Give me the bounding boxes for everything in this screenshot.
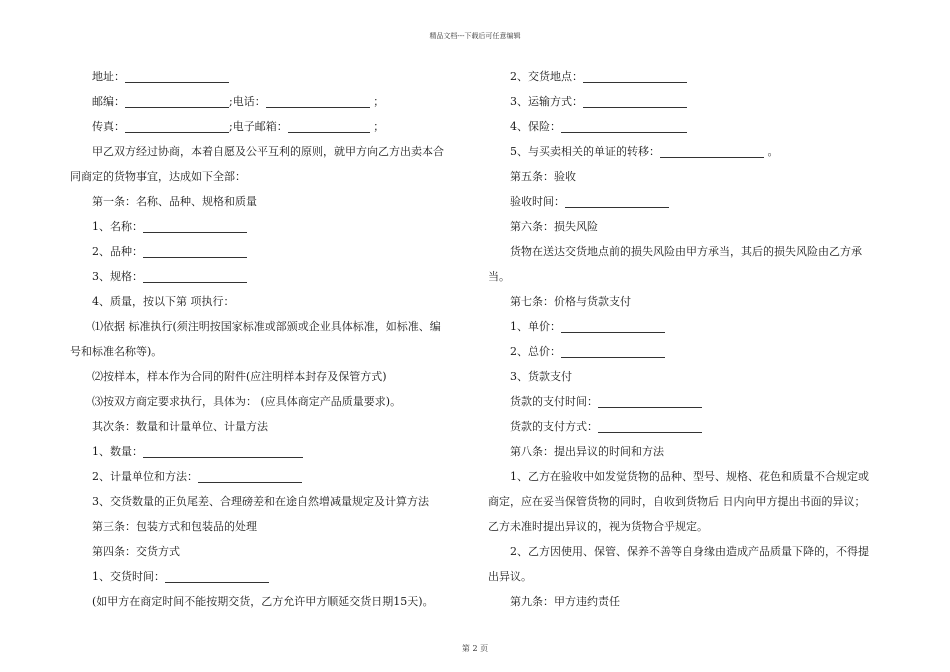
fill-in-blank [143,269,247,283]
line-text: 2、总价： [510,345,561,358]
text-line [92,464,472,489]
text-line [510,139,895,164]
line-text: 4、保险： [510,120,561,133]
right-column [488,64,895,614]
text-line [70,164,472,189]
text-line [92,589,472,614]
line-text: 4、质量，按以下第 项执行： [92,295,235,308]
line-text: 第六条：损失风险 [510,220,598,233]
text-line [92,289,472,314]
text-line [488,489,895,514]
line-text: ⑴依据 标准执行(须注明按国家标准或部颁或企业具体标准，如标准、编 [92,320,441,333]
fill-in-blank [125,119,229,133]
text-line [510,439,895,464]
text-line [510,289,895,314]
text-line [510,414,895,439]
line-text: ;电话： [229,95,266,108]
text-line [510,339,895,364]
line-text: 3、交货数量的正负尾差、合理磅差和在途自然增减量规定及计算方法 [92,495,429,508]
text-line [92,239,472,264]
fill-in-blank [198,469,302,483]
text-line [510,589,895,614]
text-line [488,564,895,589]
text-line [92,539,472,564]
line-text: 2、乙方因使用、保管、保养不善等自身缘由造成产品质量下降的，不得提 [510,545,869,558]
line-text: 传真： [92,120,125,133]
text-line [488,264,895,289]
text-line [510,364,895,389]
line-text: 3、货款支付 [510,370,572,383]
text-line [92,414,472,439]
text-line [92,564,472,589]
fill-in-blank [660,144,764,158]
left-column [70,64,472,614]
line-text: 第五条：验收 [510,170,576,183]
text-line [92,89,472,114]
fill-in-blank [583,94,687,108]
text-line [488,514,895,539]
page-footer: 第 2 页 [461,644,489,653]
line-text: 第七条：价格与货款支付 [510,295,631,308]
line-text: 甲乙双方经过协商，本着自愿及公平互利的原则，就甲方向乙方出卖本合 [92,145,444,158]
line-text: 货物在送达交货地点前的损失风险由甲方承当，其后的损失风险由乙方承 [510,245,862,258]
line-text: 1、名称： [92,220,143,233]
line-text: (如甲方在商定时间不能按期交货，乙方允许甲方顺延交货日期15天)。 [92,595,434,608]
fill-in-blank [143,244,247,258]
line-text: 第八条：提出异议的时间和方法 [510,445,664,458]
line-text: ⑵按样本，样本作为合同的附件(应注明样本封存及保管方式) [92,370,387,383]
line-text: ； [369,95,385,108]
fill-in-blank [143,219,247,233]
text-line [92,64,472,89]
line-text: 第三条：包装方式和包装品的处理 [92,520,257,533]
line-text: 1、数量： [92,445,143,458]
text-line [92,264,472,289]
fill-in-blank [565,194,669,208]
line-text: 1、乙方在验收中如发觉货物的品种、型号、规格、花色和质量不合规定或 [510,470,869,483]
line-text: 2、交货地点： [510,70,583,83]
text-line [510,314,895,339]
text-line [510,389,895,414]
line-text: 出异议。 [488,570,532,583]
line-text: 2、品种： [92,245,143,258]
text-line [92,514,472,539]
line-text: 乙方未准时提出异议的，视为货物合乎规定。 [488,520,708,533]
fill-in-blank [583,69,687,83]
fill-in-blank [288,119,370,133]
fill-in-blank [143,444,303,458]
line-text: ； [369,120,385,133]
text-line [510,189,895,214]
fill-in-blank [561,344,665,358]
line-text: 1、单价： [510,320,561,333]
text-line [92,114,472,139]
fill-in-blank [598,394,702,408]
line-text: 货款的支付时间： [510,395,598,408]
line-text: ⑶按双方商定要求执行，具体为： (应具体商定产品质量要求)。 [92,395,402,408]
line-text: 同商定的货物事宜，达成如下全部： [70,170,246,183]
line-text: 第四条：交货方式 [92,545,180,558]
text-line [510,114,895,139]
fill-in-blank [125,94,229,108]
text-line [510,539,895,564]
text-line [92,439,472,464]
page-header: 精品文档---下载后可任意编辑 [429,32,521,40]
line-text: 第九条：甲方违约责任 [510,595,620,608]
line-text: 商定，应在妥当保管货物的同时，自收到货物后 日内向甲方提出书面的异议； [488,495,866,508]
fill-in-blank [125,69,229,83]
fill-in-blank [266,94,370,108]
text-line [92,489,472,514]
line-text: 货款的支付方式： [510,420,598,433]
line-text: 3、运输方式： [510,95,583,108]
fill-in-blank [165,569,269,583]
text-line [92,389,472,414]
line-text: 3、规格： [92,270,143,283]
text-line [70,339,472,364]
line-text: 。 [764,145,779,158]
text-line [510,89,895,114]
text-line [510,164,895,189]
text-line [510,239,895,264]
fill-in-blank [598,419,702,433]
fill-in-blank [561,119,687,133]
line-text: 地址： [92,70,125,83]
line-text: 号和标准名称等)。 [70,345,163,358]
line-text: 1、交货时间： [92,570,165,583]
line-text: 5、与买卖相关的单证的转移： [510,145,660,158]
line-text: 其次条：数量和计量单位、计量方法 [92,420,268,433]
text-line [92,314,472,339]
line-text: ;电子邮箱： [229,120,288,133]
text-line [92,214,472,239]
line-text: 当。 [488,270,510,283]
text-line [510,214,895,239]
line-text: 第一条：名称、品种、规格和质量 [92,195,257,208]
line-text: 2、计量单位和方法： [92,470,198,483]
text-line [92,139,472,164]
text-line [92,189,472,214]
text-line [510,464,895,489]
text-line [92,364,472,389]
fill-in-blank [561,319,665,333]
text-line [510,64,895,89]
line-text: 验收时间： [510,195,565,208]
line-text: 邮编： [92,95,125,108]
